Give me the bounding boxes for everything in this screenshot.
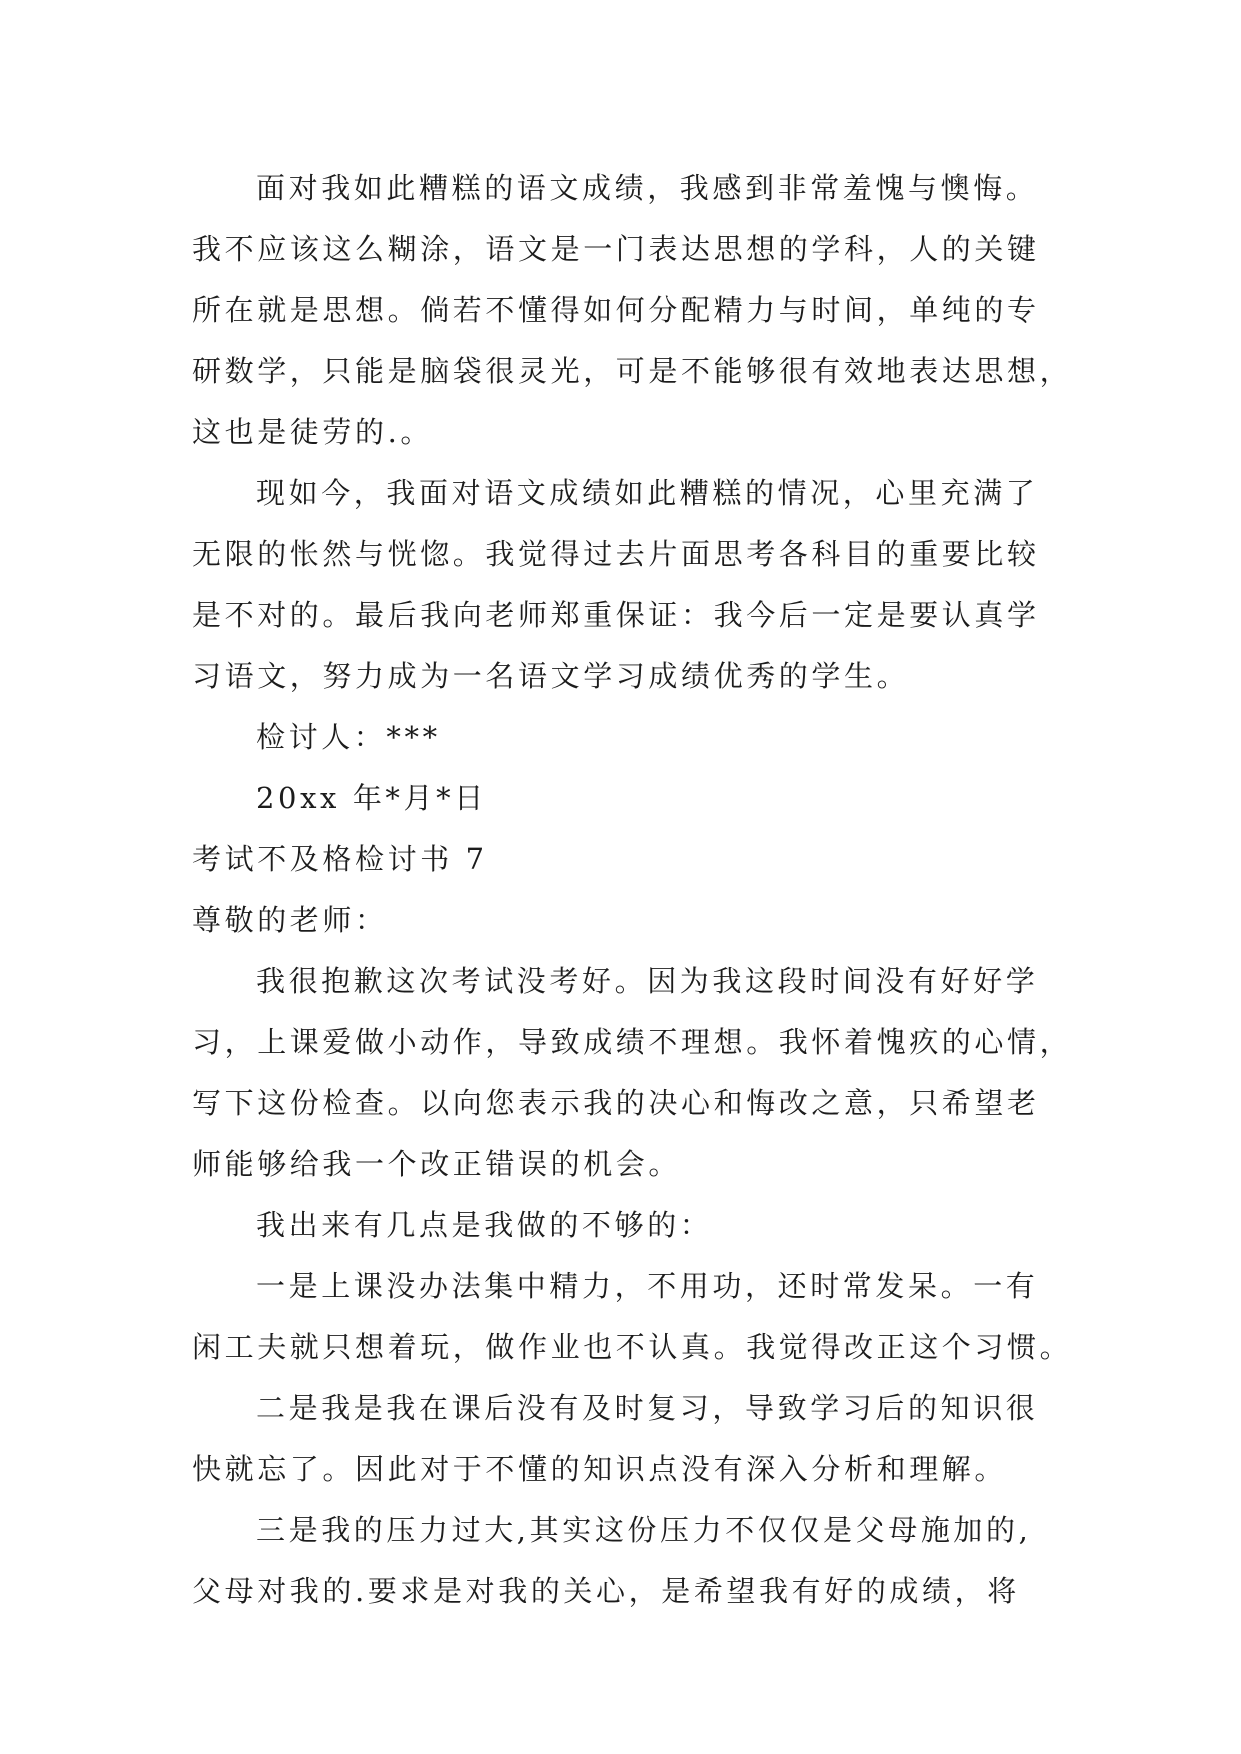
text-line: 研数学，只能是脑袋很灵光，可是不能够很有效地表达思想，	[192, 354, 1073, 388]
text-line: 写下这份检查。以向您表示我的决心和悔改之意，只希望老	[192, 1086, 1040, 1120]
text-line: 面对我如此糟糕的语文成绩，我感到非常羞愧与懊悔。	[256, 171, 1039, 205]
text-line: 我很抱歉这次考试没考好。因为我这段时间没有好好学	[256, 964, 1039, 998]
text-line: 习，上课爱做小动作，导致成绩不理想。我怀着愧疚的心情，	[192, 1025, 1073, 1059]
section-title	[192, 829, 1072, 890]
text-line: 考试不及格检讨书 7	[192, 842, 488, 876]
text-line: 检讨人：***	[256, 720, 441, 754]
paragraph	[192, 951, 1072, 1195]
paragraph	[192, 1378, 1072, 1500]
text-line: 是不对的。最后我向老师郑重保证：我今后一定是要认真学	[192, 598, 1040, 632]
text-line: 我出来有几点是我做的不够的：	[256, 1208, 713, 1242]
paragraph	[192, 463, 1072, 707]
text-line: 三是我的压力过大,其实这份压力不仅仅是父母施加的,	[256, 1513, 1032, 1547]
text-line: 无限的怅然与恍惚。我觉得过去片面思考各科目的重要比较	[192, 537, 1040, 571]
text-line: 我不应该这么糊涂，语文是一门表达思想的学科，人的关键	[192, 232, 1040, 266]
paragraph	[192, 1195, 1072, 1256]
text-line: 现如今，我面对语文成绩如此糟糕的情况，心里充满了	[256, 476, 1039, 510]
paragraph	[192, 1500, 1072, 1622]
text-line: 父母对我的.要求是对我的关心，是希望我有好的成绩，将	[192, 1574, 1020, 1608]
text-line: 二是我是我在课后没有及时复习，导致学习后的知识很	[256, 1391, 1039, 1425]
text-line: 师能够给我一个改正错误的机会。	[192, 1147, 682, 1181]
text-line: 这也是徒劳的.。	[192, 415, 434, 449]
document-body	[192, 158, 1072, 1622]
paragraph	[192, 158, 1072, 463]
text-line: 一是上课没办法集中精力，不用功，还时常发呆。一有	[256, 1269, 1039, 1303]
text-line: 20xx 年*月*日	[256, 781, 487, 815]
text-line: 所在就是思想。倘若不懂得如何分配精力与时间，单纯的专	[192, 293, 1040, 327]
signature-line	[192, 707, 1072, 768]
text-line: 尊敬的老师：	[192, 903, 388, 937]
paragraph	[192, 1256, 1072, 1378]
text-line: 习语文，努力成为一名语文学习成绩优秀的学生。	[192, 659, 910, 693]
text-line: 闲工夫就只想着玩，做作业也不认真。我觉得改正这个习惯。	[192, 1330, 1073, 1364]
salutation	[192, 890, 1072, 951]
text-line: 快就忘了。因此对于不懂的知识点没有深入分析和理解。	[192, 1452, 1008, 1486]
date-line	[192, 768, 1072, 829]
